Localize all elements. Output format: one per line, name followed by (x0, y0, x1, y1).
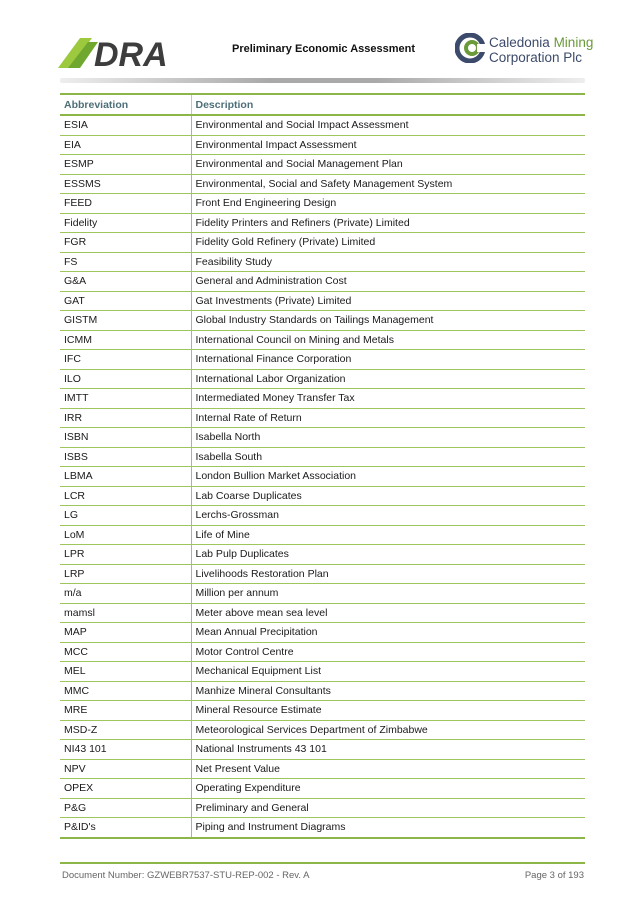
description-cell: International Council on Mining and Metals (191, 330, 585, 350)
description-cell: Front End Engineering Design (191, 194, 585, 214)
description-cell: Mechanical Equipment List (191, 662, 585, 682)
page-number: Page 3 of 193 (524, 870, 584, 881)
abbreviation-cell: G&A (60, 272, 191, 292)
abbreviation-cell: FEED (60, 194, 191, 214)
abbreviation-cell: IFC (60, 350, 191, 370)
abbreviation-cell: MRE (60, 701, 191, 721)
table-row (60, 506, 585, 526)
abbreviation-cell: OPEX (60, 779, 191, 799)
abbreviation-cell: LPR (60, 545, 191, 565)
description-cell: Internal Rate of Return (191, 408, 585, 428)
table-row (60, 662, 585, 682)
table-row (60, 623, 585, 643)
table-row (60, 798, 585, 818)
table-row (60, 213, 585, 233)
table-row (60, 447, 585, 467)
table-row (60, 252, 585, 272)
description-cell: Meter above mean sea level (191, 603, 585, 623)
caledonia-logo-mark (455, 33, 485, 63)
description-cell: Environmental and Social Impact Assessment (191, 115, 585, 135)
table-row (60, 428, 585, 448)
table-row (60, 779, 585, 799)
abbreviation-cell: ESMP (60, 155, 191, 175)
description-cell: Preliminary and General (191, 798, 585, 818)
description-cell: Operating Expenditure (191, 779, 585, 799)
description-cell: Life of Mine (191, 525, 585, 545)
abbreviation-cell: FGR (60, 233, 191, 253)
description-cell: Global Industry Standards on Tailings Management (191, 311, 585, 331)
description-cell: Environmental Impact Assessment (191, 135, 585, 155)
table-row (60, 115, 585, 135)
description-cell: Fidelity Gold Refinery (Private) Limited (191, 233, 585, 253)
table-row (60, 291, 585, 311)
abbreviation-cell: MMC (60, 681, 191, 701)
abbreviation-cell: IRR (60, 408, 191, 428)
table-row (60, 389, 585, 409)
abbreviation-cell: LBMA (60, 467, 191, 487)
description-cell: Intermediated Money Transfer Tax (191, 389, 585, 409)
table-row (60, 174, 585, 194)
caledonia-logo (455, 33, 594, 69)
description-cell: Meteorological Services Department of Zimbabwe (191, 720, 585, 740)
description-cell: Million per annum (191, 584, 585, 604)
abbreviation-cell: ILO (60, 369, 191, 389)
document-number: Document Number: GZWEBR7537-STU-REP-002 - Rev. A (62, 870, 310, 881)
abbreviations-table-container (60, 93, 585, 839)
table-body (60, 115, 585, 838)
table-row (60, 740, 585, 760)
abbreviation-cell: LG (60, 506, 191, 526)
footer-divider (60, 862, 585, 864)
table-row (60, 681, 585, 701)
table-row (60, 350, 585, 370)
description-cell: Manhize Mineral Consultants (191, 681, 585, 701)
table-row (60, 603, 585, 623)
table-row (60, 642, 585, 662)
abbreviation-cell: ISBS (60, 447, 191, 467)
dra-logo (58, 34, 198, 70)
page-header (0, 0, 644, 80)
description-cell: Lerchs-Grossman (191, 506, 585, 526)
description-cell: International Labor Organization (191, 369, 585, 389)
table-row (60, 330, 585, 350)
description-cell: Isabella South (191, 447, 585, 467)
column-header-description: Description (191, 94, 585, 115)
description-cell: International Finance Corporation (191, 350, 585, 370)
abbreviation-cell: ESIA (60, 115, 191, 135)
description-cell: Fidelity Printers and Refiners (Private) Limited (191, 213, 585, 233)
abbreviation-cell: NI43 101 (60, 740, 191, 760)
table-row (60, 135, 585, 155)
description-cell: Feasibility Study (191, 252, 585, 272)
dra-logo-mark (58, 34, 198, 70)
abbreviation-cell: ICMM (60, 330, 191, 350)
abbreviation-cell: EIA (60, 135, 191, 155)
table-row (60, 584, 585, 604)
abbreviation-cell: ISBN (60, 428, 191, 448)
table-row (60, 525, 585, 545)
abbreviation-cell: LRP (60, 564, 191, 584)
abbreviation-cell: mamsl (60, 603, 191, 623)
column-header-abbreviation: Abbreviation (64, 98, 129, 111)
abbreviation-cell: GISTM (60, 311, 191, 331)
table-row (60, 408, 585, 428)
table-row (60, 545, 585, 565)
abbreviations-table (60, 93, 585, 839)
caledonia-logo-text: Caledonia Mining Corporation Plc (489, 35, 594, 65)
table-row (60, 311, 585, 331)
table-row (60, 486, 585, 506)
abbreviation-cell: P&ID's (60, 818, 191, 838)
description-cell: Livelihoods Restoration Plan (191, 564, 585, 584)
abbreviation-cell: m/a (60, 584, 191, 604)
table-row (60, 369, 585, 389)
abbreviation-cell: MCC (60, 642, 191, 662)
abbreviation-cell: LoM (60, 525, 191, 545)
description-cell: Mean Annual Precipitation (191, 623, 585, 643)
table-row (60, 701, 585, 721)
description-cell: General and Administration Cost (191, 272, 585, 292)
table-row (60, 720, 585, 740)
abbreviation-cell: LCR (60, 486, 191, 506)
abbreviation-cell: IMTT (60, 389, 191, 409)
description-cell: Environmental and Social Management Plan (191, 155, 585, 175)
abbreviation-cell: Fidelity (60, 213, 191, 233)
abbreviation-cell: MEL (60, 662, 191, 682)
table-row (60, 155, 585, 175)
table-row (60, 194, 585, 214)
abbreviation-cell: MAP (60, 623, 191, 643)
table-row (60, 818, 585, 838)
description-cell: National Instruments 43 101 (191, 740, 585, 760)
abbreviation-cell: GAT (60, 291, 191, 311)
description-cell: Piping and Instrument Diagrams (191, 818, 585, 838)
document-title: Preliminary Economic Assessment (232, 43, 416, 55)
description-cell: Gat Investments (Private) Limited (191, 291, 585, 311)
abbreviation-cell: FS (60, 252, 191, 272)
description-cell: Lab Coarse Duplicates (191, 486, 585, 506)
description-cell: Mineral Resource Estimate (191, 701, 585, 721)
description-cell: Motor Control Centre (191, 642, 585, 662)
description-cell: Net Present Value (191, 759, 585, 779)
table-row (60, 272, 585, 292)
description-cell: Isabella North (191, 428, 585, 448)
abbreviation-cell: P&G (60, 798, 191, 818)
table-row (60, 467, 585, 487)
table-header-row (60, 94, 585, 115)
description-cell: London Bullion Market Association (191, 467, 585, 487)
table-row (60, 564, 585, 584)
description-cell: Lab Pulp Duplicates (191, 545, 585, 565)
abbreviation-cell: ESSMS (60, 174, 191, 194)
description-cell: Environmental, Social and Safety Management System (191, 174, 585, 194)
header-divider (60, 78, 585, 83)
dra-logo-text: DRA (94, 36, 168, 70)
abbreviation-cell: NPV (60, 759, 191, 779)
table-row (60, 233, 585, 253)
abbreviation-cell: MSD-Z (60, 720, 191, 740)
table-row (60, 759, 585, 779)
